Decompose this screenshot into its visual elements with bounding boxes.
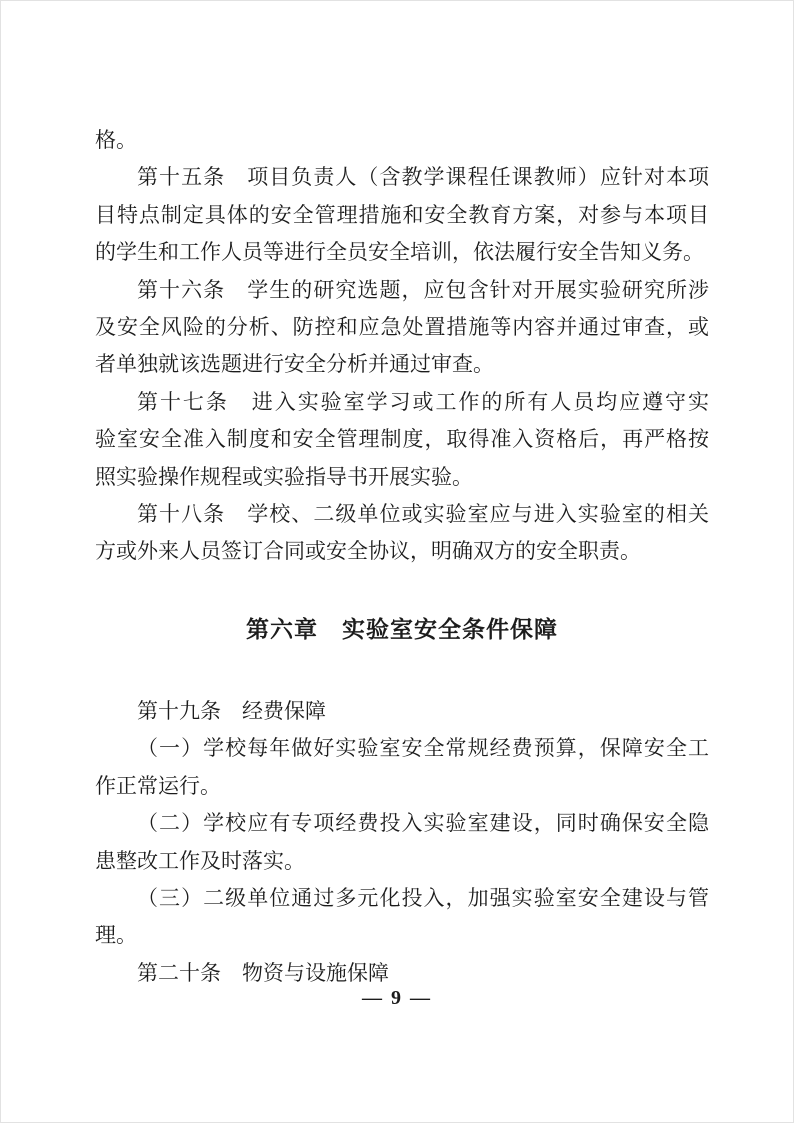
document-line: 验室安全准入制度和安全管理制度，取得准入资格后，再严格按 [95,427,709,452]
document-line: （一）学校每年做好实验室安全常规经费预算，保障安全工 [137,736,709,761]
document-line: （三）二级单位通过多元化投入，加强实验室安全建设与管 [137,885,709,910]
document-line: 及安全风险的分析、防控和应急处置措施等内容并通过审查，或 [95,315,709,340]
document-line: 第十七条 进入实验室学习或工作的所有人员均应遵守实 [137,389,709,414]
document-line: 第十八条 学校、二级单位或实验室应与进入实验室的相关 [137,502,709,527]
document-line: 作正常运行。 [95,773,221,798]
document-line: 格。 [95,128,137,152]
document-line: 方或外来人员签订合同或安全协议，明确双方的安全职责。 [95,539,641,564]
document-line: （二）学校应有专项经费投入实验室建设，同时确保安全隐 [137,811,709,836]
document-line: 患整改工作及时落实。 [95,848,305,873]
document-line: 目特点制定具体的安全管理措施和安全教育方案，对参与本项目 [95,202,709,227]
document-line: 的学生和工作人员等进行全员安全培训，依法履行安全告知义务。 [95,240,704,265]
document-line: 第十六条 学生的研究选题，应包含针对开展实验研究所涉 [137,277,709,302]
chapter-heading: 第六章 实验室安全条件保障 [246,615,558,642]
page-number: — 9 — [362,987,432,1009]
document-line: 第十九条 经费保障 [137,698,326,723]
document-line: 照实验操作规程或实验指导书开展实验。 [95,464,473,489]
document-line: 理。 [95,923,137,948]
document-line: 第二十条 物资与设施保障 [137,960,389,985]
document-line: 者单独就该选题进行安全分析并通过审查。 [95,352,494,377]
document-body [95,122,709,992]
document-line: 第十五条 项目负责人（含教学课程任课教师）应针对本项 [137,165,709,190]
